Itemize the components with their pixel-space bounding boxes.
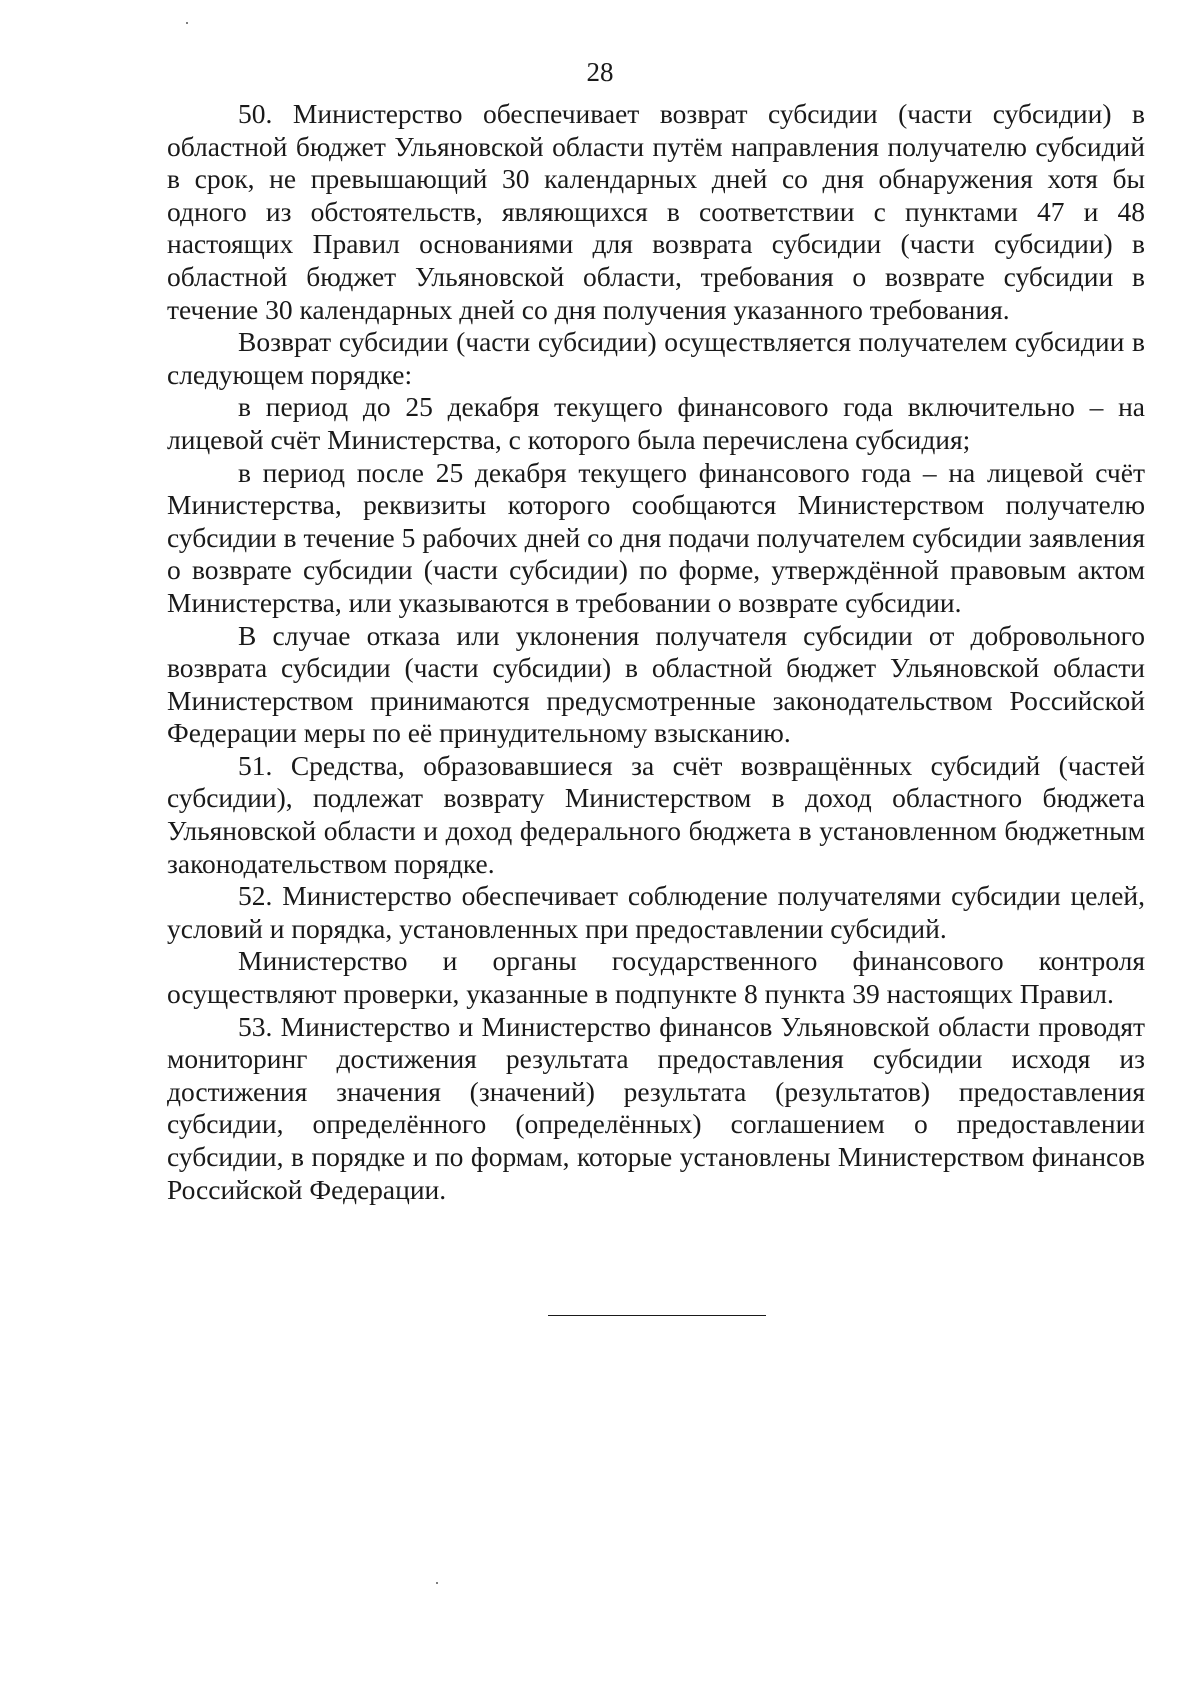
document-body: [167, 98, 1145, 1206]
paragraph-forced-recovery: В случае отказа или уклонения получателя субсидии от добровольного возврата субсидии (части субсидии) в областной бюджет Ульяновской области Министерством принимаются предусмотренные законодательством Российской Федерации меры по её принудительному взысканию.: [167, 619, 1145, 749]
paragraph-50: 50. Министерство обеспечивает возврат субсидии (части субсидии) в областной бюджет Ульяновской области путём направления получателю субсидий в срок, не превышающий 30 календарных дней со дня обнаружения хотя бы одного из обстоятельств, являющихся в соответствии с пунктами 47 и 48 настоящих Правил основаниями для возврата субсидии (части субсидии) в областной бюджет Ульяновской области, требования о возврате субсидии в течение 30 календарных дней со дня получения указанного требования.: [167, 98, 1145, 325]
scan-speck-bottom: [436, 1582, 438, 1584]
page-number: 28: [586, 57, 614, 87]
paragraph-inspections: Министерство и органы государственного финансового контроля осуществляют проверки, указанные в подпункте 8 пункта 39 настоящих Правил.: [167, 945, 1145, 1010]
paragraph-52: 52. Министерство обеспечивает соблюдение получателями субсидии целей, условий и порядка, установленных при предоставлении субсидий.: [167, 880, 1145, 944]
paragraph-refund-order: Возврат субсидии (части субсидии) осуществляется получателем субсидии в следующем порядке:: [167, 326, 1145, 390]
paragraph-53: 53. Министерство и Министерство финансов Ульяновской области проводят мониторинг достижения результата предоставления субсидии исходя из достижения значения (значений) результата (результатов) предоставления субсидии, определённого (определённых) соглашением о предоставлении субсидии, в порядке и по формам, которые установлены Министерством финансов Российской Федерации.: [167, 1010, 1145, 1205]
scan-speck-top: [186, 22, 188, 24]
end-of-document-rule: [548, 1315, 766, 1316]
paragraph-refund-before-dec-25: в период до 25 декабря текущего финансового года включительно – на лицевой счёт Министерства, с которого была перечислена субсидия;: [167, 391, 1145, 455]
paragraph-refund-after-dec-25: в период после 25 декабря текущего финансового года – на лицевой счёт Министерства, реквизиты которого сообщаются Министерством получателю субсидии в течение 5 рабочих дней со дня подачи получателем субсидии заявления о возврате субсидии (части субсидии) по форме, утверждённой правовым актом Министерства, или указываются в требовании о возврате субсидии.: [167, 456, 1145, 618]
paragraph-51: 51. Средства, образовавшиеся за счёт возвращённых субсидий (частей субсидии), подлежат возврату Министерством в доход областного бюджета Ульяновской области и доход федерального бюджета в установленном бюджетным законодательством порядке.: [167, 749, 1145, 879]
